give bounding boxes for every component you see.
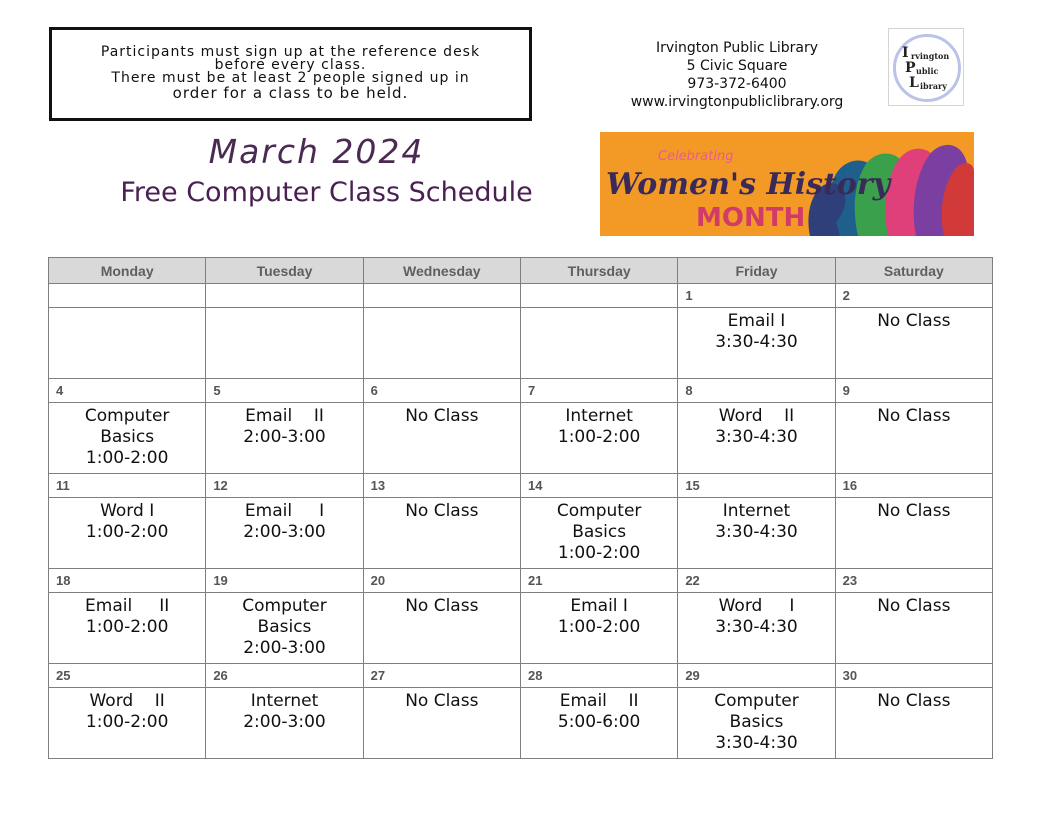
date-number: 11 (49, 474, 206, 498)
class-cell (835, 403, 992, 474)
date-number: 20 (363, 569, 520, 593)
notice-line-1: Participants must sign up at the reference desk (100, 44, 481, 60)
date-number: 9 (835, 379, 992, 403)
class-row (49, 498, 993, 569)
class-info: Email II 1:00-2:00 (85, 596, 170, 637)
class-info: Word II 3:30-4:30 (715, 406, 798, 447)
class-cell (206, 498, 363, 569)
class-cell (678, 688, 835, 759)
class-info: Email I 3:30-4:30 (715, 311, 798, 352)
class-info: Internet 3:30-4:30 (715, 501, 798, 542)
date-number: 4 (49, 379, 206, 403)
date-number: 12 (206, 474, 363, 498)
logo-cap-1: I (902, 45, 909, 61)
day-header: Monday (49, 258, 206, 284)
date-number (520, 284, 677, 308)
class-info: Word II 1:00-2:00 (85, 691, 169, 732)
class-info: Word I 1:00-2:00 (85, 501, 169, 542)
class-cell (206, 403, 363, 474)
library-logo (888, 28, 964, 106)
class-cell (363, 308, 520, 379)
library-contact (612, 39, 862, 111)
class-cell (678, 498, 835, 569)
class-info: Internet 2:00-3:00 (243, 691, 326, 732)
class-cell (835, 308, 992, 379)
page-subtitle: Free Computer Class Schedule (120, 177, 533, 208)
class-cell (678, 403, 835, 474)
date-number: 6 (363, 379, 520, 403)
class-cell (363, 688, 520, 759)
date-number: 16 (835, 474, 992, 498)
day-header: Friday (678, 258, 835, 284)
class-info: Email II 2:00-3:00 (243, 406, 326, 447)
class-info: No Class (877, 406, 951, 426)
class-info: No Class (405, 406, 479, 426)
class-cell (835, 593, 992, 664)
date-number: 26 (206, 664, 363, 688)
class-cell (520, 498, 677, 569)
logo-line-2: ublic (916, 66, 939, 76)
class-info: No Class (405, 691, 479, 711)
date-number: 8 (678, 379, 835, 403)
class-cell (49, 688, 206, 759)
class-cell (678, 593, 835, 664)
date-number: 19 (206, 569, 363, 593)
class-info: No Class (405, 501, 479, 521)
class-cell (49, 593, 206, 664)
class-cell (363, 403, 520, 474)
banner-line-2: Women's History (606, 167, 891, 202)
logo-cap-3: L (909, 75, 919, 91)
date-number (206, 284, 363, 308)
date-number: 23 (835, 569, 992, 593)
day-header: Wednesday (363, 258, 520, 284)
date-number: 28 (520, 664, 677, 688)
class-info: No Class (405, 596, 479, 616)
class-info: Email I 1:00-2:00 (557, 596, 641, 637)
class-info: Internet 1:00-2:00 (557, 406, 641, 447)
date-number-row (49, 664, 993, 688)
class-cell (520, 308, 677, 379)
date-number: 13 (363, 474, 520, 498)
class-schedule-calendar (48, 257, 993, 759)
banner-line-1: Celebrating (658, 149, 734, 164)
class-info: No Class (877, 311, 951, 331)
class-cell (835, 498, 992, 569)
logo-line-3: ibrary (920, 81, 947, 91)
date-number: 2 (835, 284, 992, 308)
class-row (49, 688, 993, 759)
date-number: 25 (49, 664, 206, 688)
library-name: Irvington Public Library (655, 40, 819, 56)
date-number (49, 284, 206, 308)
day-header: Tuesday (206, 258, 363, 284)
notice-line-4: order for a class to be held. (172, 84, 409, 102)
date-number-row (49, 284, 993, 308)
notice-line-2: before every class. (214, 57, 367, 73)
date-number-row (49, 379, 993, 403)
banner-art (600, 132, 974, 236)
sign-up-notice (49, 27, 532, 121)
class-row (49, 593, 993, 664)
library-address: 5 Civic Square (686, 58, 788, 74)
date-number-row (49, 474, 993, 498)
logo-cap-2: P (905, 60, 916, 76)
day-header: Saturday (835, 258, 992, 284)
class-cell (363, 593, 520, 664)
weekday-header-row (49, 258, 993, 284)
notice-line-3: There must be at least 2 people signed up in (111, 70, 470, 86)
date-number: 30 (835, 664, 992, 688)
library-website[interactable]: www.irvingtonpubliclibrary.org (630, 94, 844, 110)
class-info: No Class (877, 501, 951, 521)
class-cell (363, 498, 520, 569)
date-number: 15 (678, 474, 835, 498)
date-number: 5 (206, 379, 363, 403)
womens-history-banner (600, 132, 974, 236)
class-cell (49, 498, 206, 569)
class-cell (520, 688, 677, 759)
class-cell (835, 688, 992, 759)
class-cell (678, 308, 835, 379)
date-number: 14 (520, 474, 677, 498)
date-number: 27 (363, 664, 520, 688)
date-number: 21 (520, 569, 677, 593)
date-number: 7 (520, 379, 677, 403)
class-cell (206, 688, 363, 759)
class-cell (49, 403, 206, 474)
class-info: No Class (877, 596, 951, 616)
class-cell (49, 308, 206, 379)
class-cell (206, 308, 363, 379)
date-number-row (49, 569, 993, 593)
logo-line-1: rvington (911, 51, 950, 61)
date-number: 18 (49, 569, 206, 593)
class-info: No Class (877, 691, 951, 711)
class-info: Computer Basics 3:30-4:30 (714, 691, 799, 753)
date-number: 1 (678, 284, 835, 308)
day-header: Thursday (520, 258, 677, 284)
class-info: Email I 2:00-3:00 (243, 501, 326, 542)
library-phone: 973-372-6400 (687, 76, 787, 92)
class-info: Email II 5:00-6:00 (557, 691, 641, 732)
date-number (363, 284, 520, 308)
class-row (49, 308, 993, 379)
page-title: March 2024 (208, 132, 425, 171)
class-cell (520, 403, 677, 474)
class-info: Computer Basics 1:00-2:00 (556, 501, 642, 563)
class-info: Word I 3:30-4:30 (715, 596, 798, 637)
class-row (49, 403, 993, 474)
date-number: 29 (678, 664, 835, 688)
class-cell (520, 593, 677, 664)
date-number: 22 (678, 569, 835, 593)
class-cell (206, 593, 363, 664)
class-info: Computer Basics 2:00-3:00 (242, 596, 327, 658)
class-info: Computer Basics 1:00-2:00 (84, 406, 170, 468)
banner-line-3: MONTH (696, 203, 806, 233)
